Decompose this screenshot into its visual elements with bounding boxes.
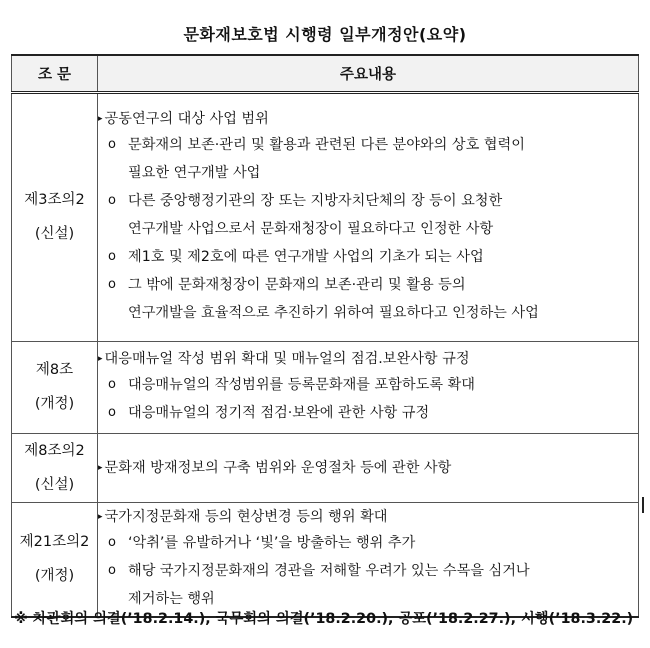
table-row bbox=[12, 433, 639, 502]
list-item-text: 연구개발 사업으로서 문화재청장이 필요하다고 인정한 사항 bbox=[128, 221, 494, 237]
article-cell bbox=[12, 92, 98, 341]
list-item bbox=[98, 371, 638, 399]
table-row bbox=[12, 341, 639, 433]
list-item bbox=[98, 187, 638, 243]
bullet-icon: o bbox=[108, 377, 116, 392]
amendment-table bbox=[11, 54, 639, 618]
header-content: 주요내용 bbox=[98, 55, 639, 92]
list-item bbox=[98, 557, 638, 613]
triangle-marker-icon: ▸ bbox=[98, 512, 103, 523]
list-item bbox=[98, 529, 638, 557]
bullet-icon: o bbox=[108, 249, 116, 264]
article-number: 제8조의2 bbox=[24, 442, 85, 459]
footnote: ※ 차관회의 의결(’18.2.14.), 국무회의 의결(’18.2.20.), 공포(’18.2.27.), 시행(’18.3.22.) bbox=[14, 611, 634, 627]
article-cell bbox=[12, 502, 98, 617]
table-row bbox=[12, 502, 639, 617]
triangle-marker-icon: ▸ bbox=[98, 114, 103, 124]
section-heading-text: 공동연구의 대상 사업 범위 bbox=[104, 111, 269, 127]
table-row bbox=[12, 92, 639, 341]
bullet-icon: o bbox=[108, 535, 116, 551]
content-cell bbox=[98, 341, 639, 433]
triangle-marker-icon: ▸ bbox=[98, 462, 103, 473]
list-item bbox=[98, 271, 638, 327]
section-heading-text: 국가지정문화재 등의 현상변경 등의 행위 확대 bbox=[104, 509, 388, 526]
list-item-text: 대응매뉴얼의 작성범위를 등록문화재를 포함하도록 확대 bbox=[128, 377, 475, 393]
content-cell bbox=[98, 502, 639, 617]
article-status: (신설) bbox=[34, 226, 75, 242]
list-item-text: 해당 국가지정문화재의 경관을 저해할 우려가 있는 수목을 심거나 bbox=[128, 563, 530, 580]
list-item bbox=[98, 399, 638, 427]
section-heading bbox=[98, 347, 638, 371]
list-item-text: 연구개발을 효율적으로 추진하기 위하여 필요하다고 인정하는 사업 bbox=[128, 305, 539, 321]
content-cell bbox=[98, 92, 639, 341]
list-item bbox=[98, 131, 638, 187]
triangle-marker-icon: ▸ bbox=[98, 354, 103, 364]
header-article: 조 문 bbox=[12, 55, 98, 92]
bullet-icon: o bbox=[108, 137, 116, 152]
table-header-row bbox=[12, 55, 639, 92]
list-item-text: 제1호 및 제2호에 따른 연구개발 사업의 기초가 되는 사업 bbox=[128, 249, 484, 265]
section-heading bbox=[98, 107, 638, 131]
list-item-text: 문화재의 보존·관리 및 활용과 관련된 다른 분야와의 상호 협력이 bbox=[128, 137, 525, 153]
article-status: (개정) bbox=[34, 568, 75, 585]
article-number: 제8조 bbox=[35, 362, 74, 378]
list-item-text: 제거하는 행위 bbox=[128, 591, 215, 608]
section-heading-text: 문화재 방재정보의 구축 범위와 운영절차 등에 관한 사항 bbox=[104, 459, 452, 476]
section-heading bbox=[98, 505, 638, 529]
section-heading-text: 대응매뉴얼 작성 범위 확대 및 매뉴얼의 점검.보완사항 규정 bbox=[104, 351, 470, 367]
list-item-text: 대응매뉴얼의 정기적 점검·보완에 관한 사항 규정 bbox=[128, 405, 430, 421]
section-heading bbox=[98, 456, 638, 480]
article-number: 제21조의2 bbox=[19, 534, 90, 551]
bullet-icon: o bbox=[108, 277, 116, 292]
bullet-icon: o bbox=[108, 563, 116, 579]
document-title: 문화재보호법 시행령 일부개정안(요약) bbox=[183, 25, 467, 44]
article-status: (신설) bbox=[34, 476, 75, 493]
article-status: (개정) bbox=[34, 396, 75, 412]
bullet-icon: o bbox=[108, 405, 116, 420]
list-item-text: 그 밖에 문화재청장이 문화재의 보존·관리 및 활용 등의 bbox=[128, 277, 466, 293]
edge-mark bbox=[642, 497, 644, 513]
list-item-text: ‘악취’를 유발하거나 ‘빛’을 방출하는 행위 추가 bbox=[128, 535, 416, 552]
bullet-icon: o bbox=[108, 193, 116, 208]
article-cell bbox=[12, 433, 98, 502]
article-cell bbox=[12, 341, 98, 433]
content-cell bbox=[98, 433, 639, 502]
list-item-text: 다른 중앙행정기관의 장 또는 지방자치단체의 장 등이 요청한 bbox=[128, 193, 503, 209]
list-item bbox=[98, 243, 638, 271]
article-number: 제3조의2 bbox=[24, 192, 85, 208]
list-item-text: 필요한 연구개발 사업 bbox=[128, 165, 261, 181]
